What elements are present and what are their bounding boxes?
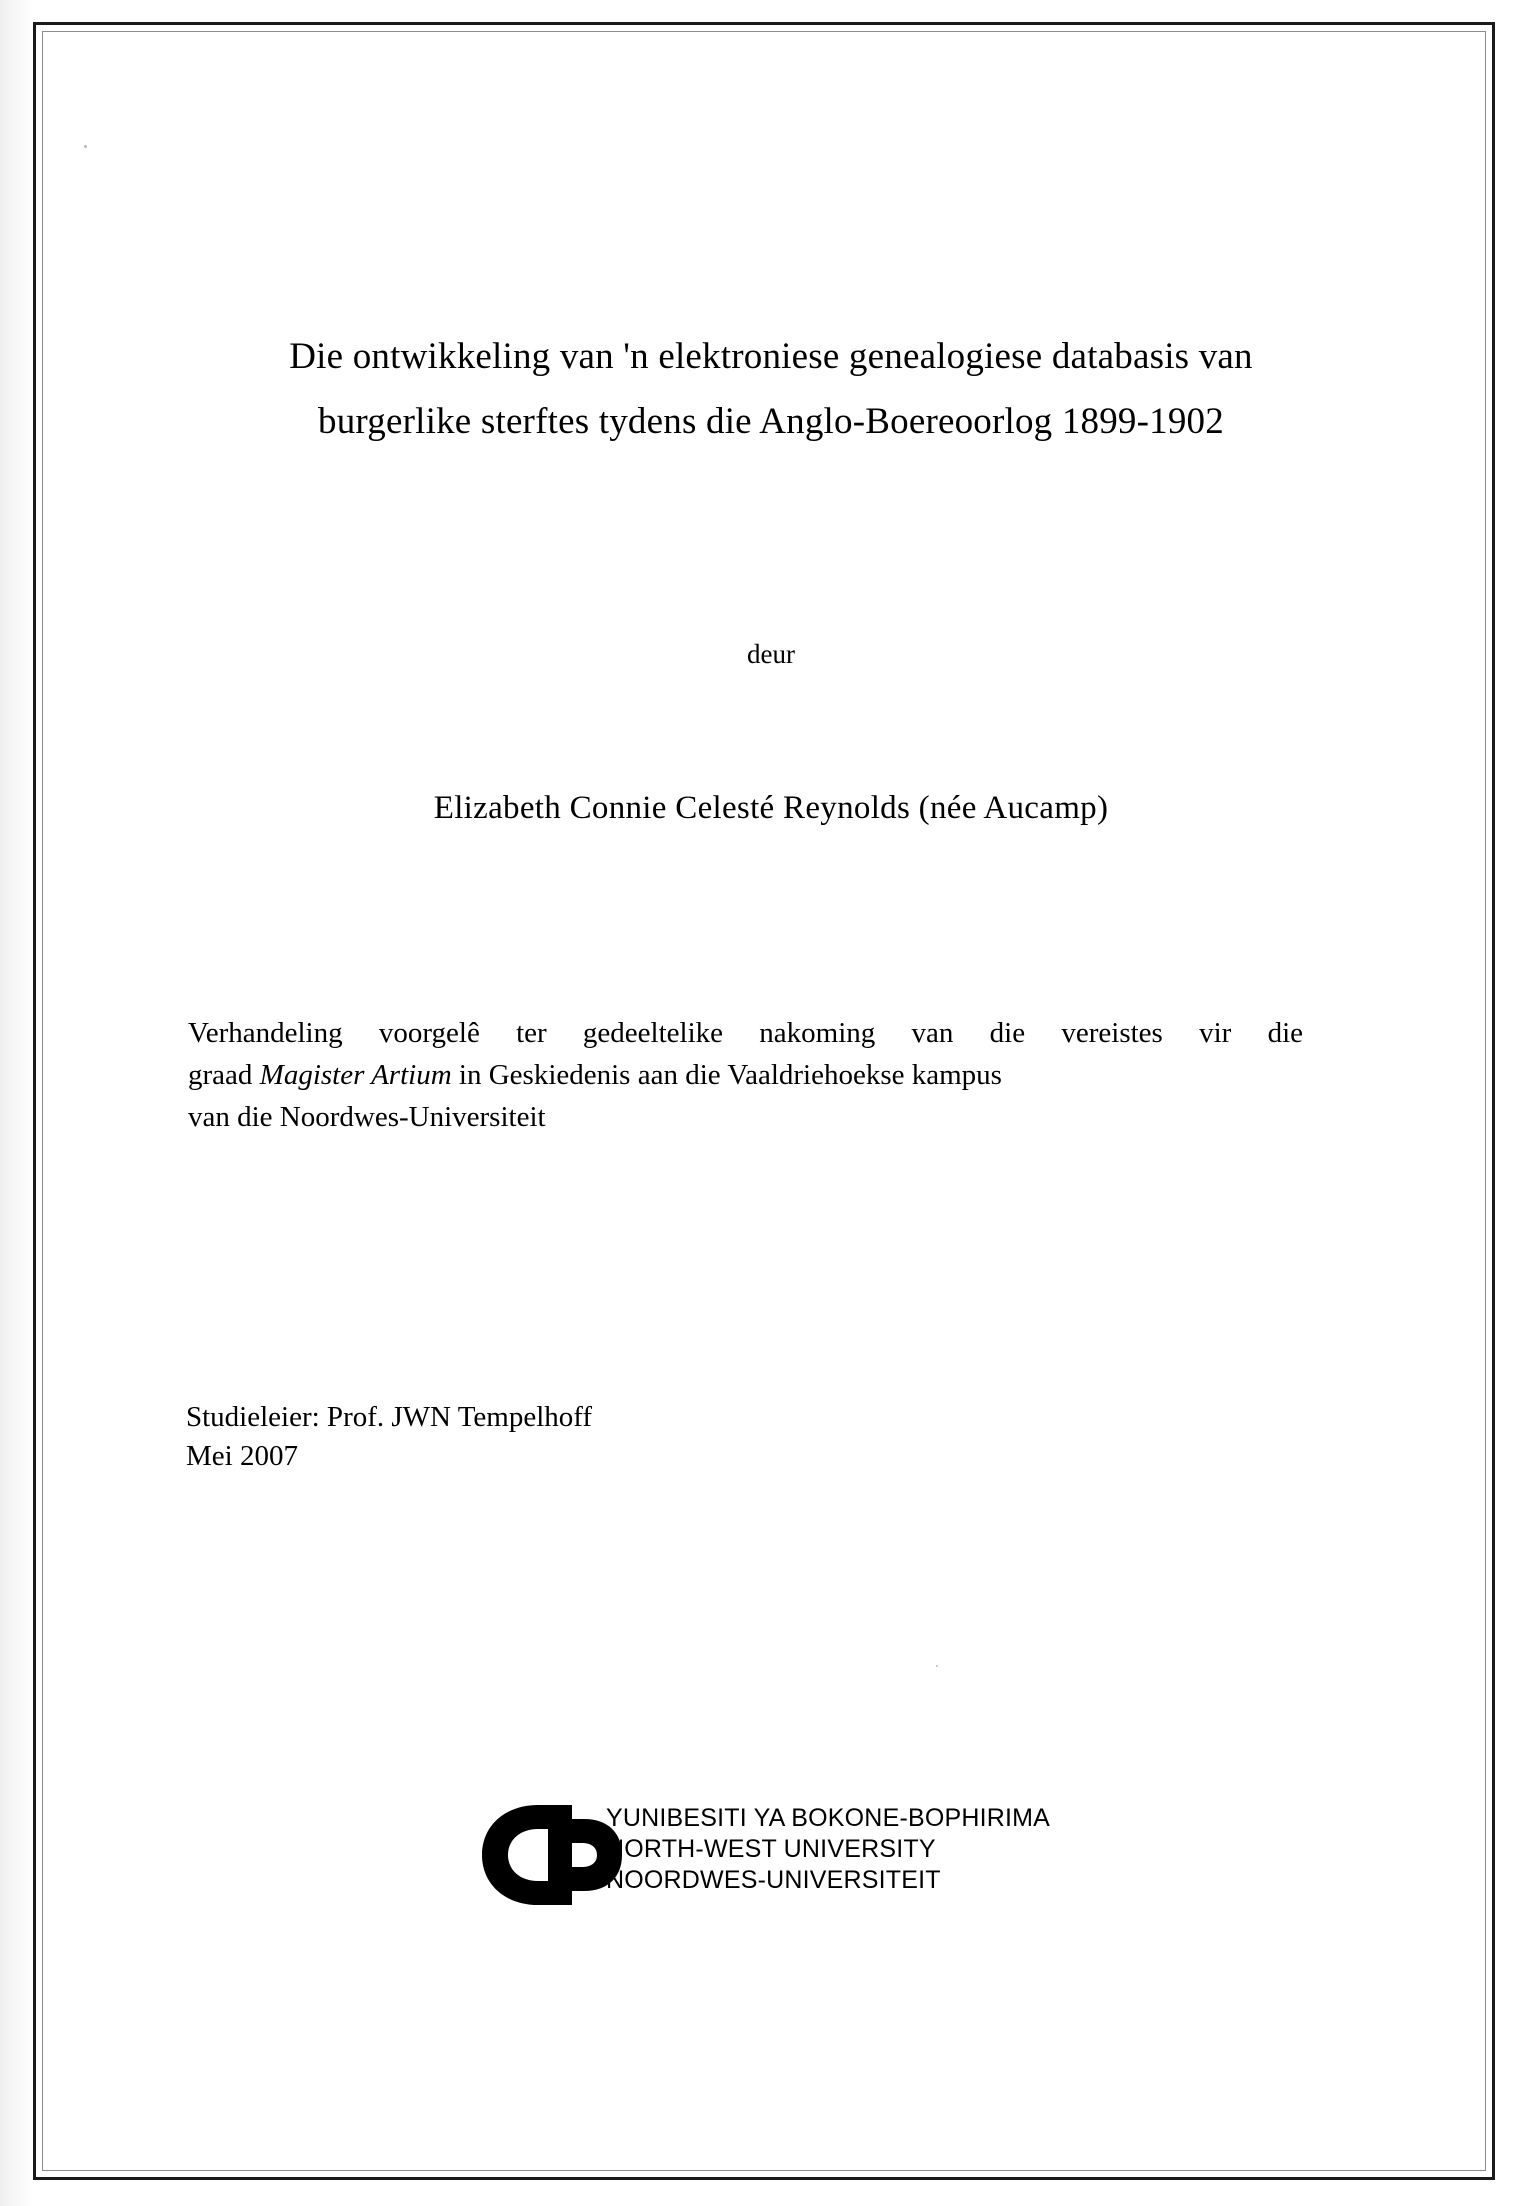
supervisor-block xyxy=(186,1398,1356,1476)
degree-statement-line-3: van die Noordwes-Universiteit xyxy=(188,1100,546,1133)
scan-speck xyxy=(936,1665,938,1667)
logo-text-line-3: NOORDWES-UNIVERSITEIT xyxy=(606,1866,941,1894)
university-logo xyxy=(476,1795,1116,1915)
page-title xyxy=(216,325,1326,455)
degree-statement-line-2-post: in Geskiedenis aan die Vaaldriehoekse kampus xyxy=(451,1058,1002,1091)
title-line-2: burgerlike sterftes tydens die Anglo-Boereoorlog 1899-1902 xyxy=(318,400,1224,442)
degree-statement-line-2 xyxy=(188,1054,1303,1096)
by-label: deur xyxy=(747,638,795,669)
degree-statement xyxy=(186,1012,1303,1138)
degree-statement-line-1: Verhandeling voorgelê ter gedeeltelike nakoming van die vereistes vir die xyxy=(188,1016,1303,1049)
logo-text-line-2: NORTH-WEST UNIVERSITY xyxy=(606,1835,936,1863)
author-name: Elizabeth Connie Celesté Reynolds (née Aucamp) xyxy=(433,789,1109,826)
degree-statement-line-2-pre: graad xyxy=(188,1058,260,1091)
university-logo-text xyxy=(606,1803,1050,1896)
supervisor-line: Studieleier: Prof. JWN Tempelhoff xyxy=(186,1400,593,1433)
scan-edge-shadow xyxy=(0,0,33,2206)
page-border xyxy=(33,22,1495,2180)
title-line-1: Die ontwikkeling van 'n elektroniese genealogiese databasis van xyxy=(289,336,1253,377)
degree-name-italic: Magister Artium xyxy=(259,1058,452,1091)
scan-speck xyxy=(84,145,87,148)
logo-text-line-1: YUNIBESITI YA BOKONE-BOPHIRIMA xyxy=(606,1804,1051,1832)
title-page-content xyxy=(186,325,1356,1476)
date-line: Mei 2007 xyxy=(186,1439,298,1472)
